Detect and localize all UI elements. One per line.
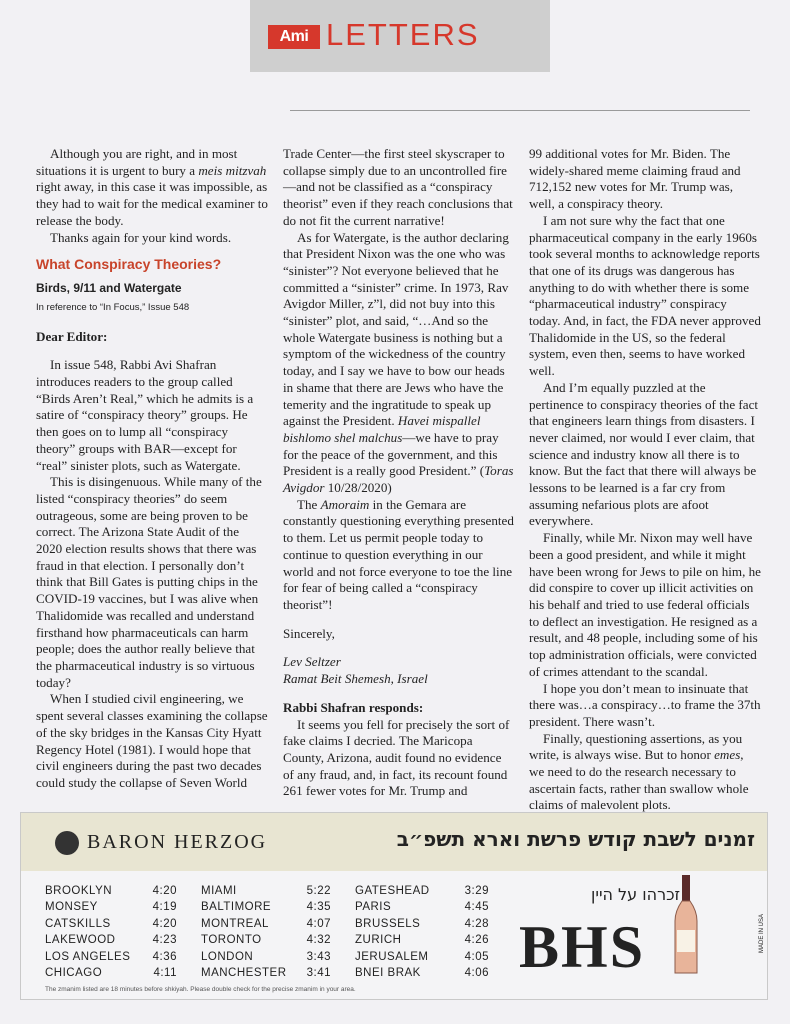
candle-time: 4:28	[464, 917, 489, 930]
letter-paragraph: When I studied civil engineering, we spent several classes examining the collapse of the sky bridges in the Kansas City Hyatt Regency Hotel (1981). I would hope that civil engineers during the past two decades could study the collapse of Seven World	[36, 691, 268, 790]
letter-paragraph: As for Watergate, is the author declaring that President Nixon was the one who was “sinister”? Not everyone believed that he committed a “sinister” crime. In 1973, Rav Avigdor Miller, z”l, did not buy into this “sinister” plot, and said, “…And so the whole Watergate business is nothing but a symptom of the wickedness of the country today, and I say we have to bow our heads in shame that there are Jews who have the temerity and the ingratitude to speak up against the President. Havei mispallel bishlomo shel malchus—we have to pray for the peace of the government, and this President is a really good President.” (Toras Avigdor 10/28/2020)	[283, 229, 514, 496]
response-paragraph: It seems you fell for precisely the sort of fake claims I decried. The Maricopa County, Arizona, audit found no evidence of any fraud, and, in fact, its recount found 261 fewer votes for Mr. Trump and	[283, 716, 510, 799]
column-3	[529, 146, 761, 814]
city-name: CATSKILLS	[45, 917, 111, 930]
city-name: CHICAGO	[45, 967, 103, 980]
candle-time: 4:05	[464, 950, 489, 963]
letter-paragraph: Trade Center—the first steel skyscraper to collapse simply due to an uncontrolled fire—and not be classified as a “conspiracy theorist” even if they reach conclusions that do not fit the current narrative!	[283, 146, 513, 228]
city-name: LOS ANGELES	[45, 950, 131, 963]
candle-time: 4:26	[464, 934, 489, 947]
response-paragraph: 99 additional votes for Mr. Biden. The widely-shared meme claiming fraud and 712,152 new votes for Mr. Trump was, well, a conspiracy theory.	[529, 146, 741, 212]
city-name: PARIS	[355, 901, 392, 914]
wine-hebrew-tagline: זכרהו על היין	[591, 885, 681, 904]
salutation: Dear Editor:	[36, 328, 108, 344]
city-name: LONDON	[201, 950, 254, 963]
response-paragraph: And I’m equally puzzled at the pertinence to conspiracy theories of the fact that engineers learn things from disasters. I never claimed, nor would I ever claim, that science and industry know all there is to know. But the fact that there will always be lessons to be learned is a far cry from assuming nefarious plots are afoot everywhere.	[529, 379, 759, 529]
signer-name: Lev Seltzer	[283, 654, 341, 670]
zmanim-row	[45, 949, 177, 965]
city-name: JERUSALEM	[355, 950, 429, 963]
zmanim-advertisement	[20, 812, 768, 1000]
zmanim-row	[201, 883, 331, 899]
candle-time: 3:29	[464, 885, 489, 897]
candle-time: 4:36	[152, 950, 177, 963]
response-heading: Rabbi Shafran responds:	[283, 699, 424, 715]
city-name: BALTIMORE	[201, 901, 272, 914]
letter-reference: In reference to “In Focus,” Issue 548	[36, 301, 190, 313]
zmanim-row	[355, 883, 489, 899]
zmanim-row	[355, 916, 489, 932]
response-paragraph: Finally, questioning assertions, as you write, is always wise. But to honor emes, we need to do the research necessary to ascertain facts, rather than swallow whole claims of malevolent plots.	[529, 730, 749, 813]
candle-time: 3:43	[306, 950, 331, 963]
zmanim-column-3	[355, 883, 489, 981]
candle-time: 4:19	[152, 901, 177, 914]
zmanim-row	[355, 932, 489, 948]
response-paragraph: I hope you don’t mean to insinuate that there was…a conspiracy…to frame the 37th president. There wasn’t.	[529, 680, 761, 729]
wine-bottle-icon	[673, 875, 699, 975]
zmanim-row	[201, 932, 331, 948]
zmanim-row	[201, 965, 331, 981]
candle-time: 4:32	[306, 934, 331, 947]
zmanim-row	[45, 932, 177, 948]
city-name: MONTREAL	[201, 917, 269, 930]
zmanim-row	[45, 965, 177, 981]
zmanim-row	[201, 916, 331, 932]
ami-logo: Ami	[268, 25, 320, 49]
zmanim-column-1	[45, 883, 177, 981]
candle-time: 4:35	[306, 901, 331, 914]
candle-time: 4:20	[152, 885, 177, 897]
zmanim-row	[45, 883, 177, 899]
column-2	[283, 146, 515, 800]
top-divider	[290, 110, 750, 111]
ad-footnote: The zmanim listed are 18 minutes before shkiyah. Please double check for the precise zmanim in your area.	[45, 986, 356, 993]
letter-paragraph: This is disingenuous. While many of the listed “conspiracy theories” do seem outrageous, some are being proven to be correct. The Arizona State Audit of the 2020 election results shows that there was fraud in that election. I personally don’t think that Bill Gates is putting chips in the COVID-19 vaccines, but I was alive when Thalidomide was recalled and understand firsthand how pharmaceuticals can harm people; does the author really believe that the pharmaceutical industry is so virtuous today?	[36, 474, 262, 690]
letter-paragraph: In issue 548, Rabbi Avi Shafran introduces readers to the group called “Birds Aren’t Real,” which he admits is a satire of “conspiracy theory” groups. He then goes on to lump all “conspiracy theory” groups with BAR—except for “real” sinister plots, such as Watergate.	[36, 357, 254, 473]
candle-time: 4:23	[152, 934, 177, 947]
candle-time: 3:41	[306, 967, 331, 980]
city-name: ZURICH	[355, 934, 402, 947]
column-1	[36, 146, 268, 792]
candle-time: 4:11	[153, 967, 177, 980]
city-name: LAKEWOOD	[45, 934, 116, 947]
city-name: TORONTO	[201, 934, 262, 947]
letter-headline: What Conspiracy Theories?	[36, 256, 222, 273]
letter-closing: Sincerely,	[283, 625, 335, 641]
response-paragraph: Finally, while Mr. Nixon may well have been a good president, and while it might have been wrong for Jews to pile on him, he did conspire to cover up illicit activities on his behalf and tried to use federal officials to deflect an investigation. He resigned as a result, and 48 people, including some of his top administration officials, were convicted of crimes attendant to the scandal.	[529, 530, 761, 679]
candle-time: 5:22	[306, 885, 331, 897]
candle-time: 4:20	[152, 917, 177, 930]
candle-time: 4:06	[464, 967, 489, 980]
city-name: BNEI BRAK	[355, 967, 421, 980]
baron-herzog-logo: BARON HERZOG	[55, 831, 267, 855]
zmanim-row	[45, 899, 177, 915]
city-name: GATESHEAD	[355, 885, 430, 897]
candle-time: 4:45	[464, 901, 489, 914]
intro-paragraph-1: Although you are right, and in most situations it is urgent to bury a meis mitzvah right away, in this case it was impossible, as they had to wait for the medical examiner to release the body.	[36, 146, 268, 228]
zmanim-row	[355, 949, 489, 965]
response-paragraph: I am not sure why the fact that one pharmaceutical company in the early 1960s took several months to acknowledge reports that one of its drugs was dangerous has anything to do with whether there is some “pharmaceutical industry” conspiracy today. And, in fact, the FDA never approved Thalidomide in the US, so the federal system, even then, seems to have worked well.	[529, 212, 761, 379]
signer-location: Ramat Beit Shemesh, Israel	[283, 671, 428, 687]
section-title: LETTERS	[326, 17, 480, 52]
city-name: BRUSSELS	[355, 917, 421, 930]
city-name: MONSEY	[45, 901, 98, 914]
zmanim-row	[201, 949, 331, 965]
zmanim-row	[355, 899, 489, 915]
city-name: BROOKLYN	[45, 885, 113, 897]
letter-subhead: Birds, 9/11 and Watergate	[36, 281, 182, 296]
zmanim-row	[201, 899, 331, 915]
zmanim-column-2	[201, 883, 331, 981]
seal-icon	[55, 831, 79, 855]
city-name: MIAMI	[201, 885, 237, 897]
bhs-wordmark: BHS	[519, 914, 646, 980]
candle-time: 4:07	[306, 917, 331, 930]
intro-paragraph-2: Thanks again for your kind words.	[50, 229, 232, 245]
zmanim-row	[355, 965, 489, 981]
ad-hebrew-title: זמנים לשבת קודש פרשת וארא תשפ״ב	[396, 827, 755, 851]
city-name: MANCHESTER	[201, 967, 287, 980]
zmanim-row	[45, 916, 177, 932]
letter-paragraph: The Amoraim in the Gemara are constantly questioning everything presented to them. Let us permit people today to continue to question everything in our world and not force everyone to toe the line for fear of being called a “conspiracy theorist”!	[283, 496, 514, 612]
made-in-usa-label: MADE IN USA	[759, 913, 765, 953]
